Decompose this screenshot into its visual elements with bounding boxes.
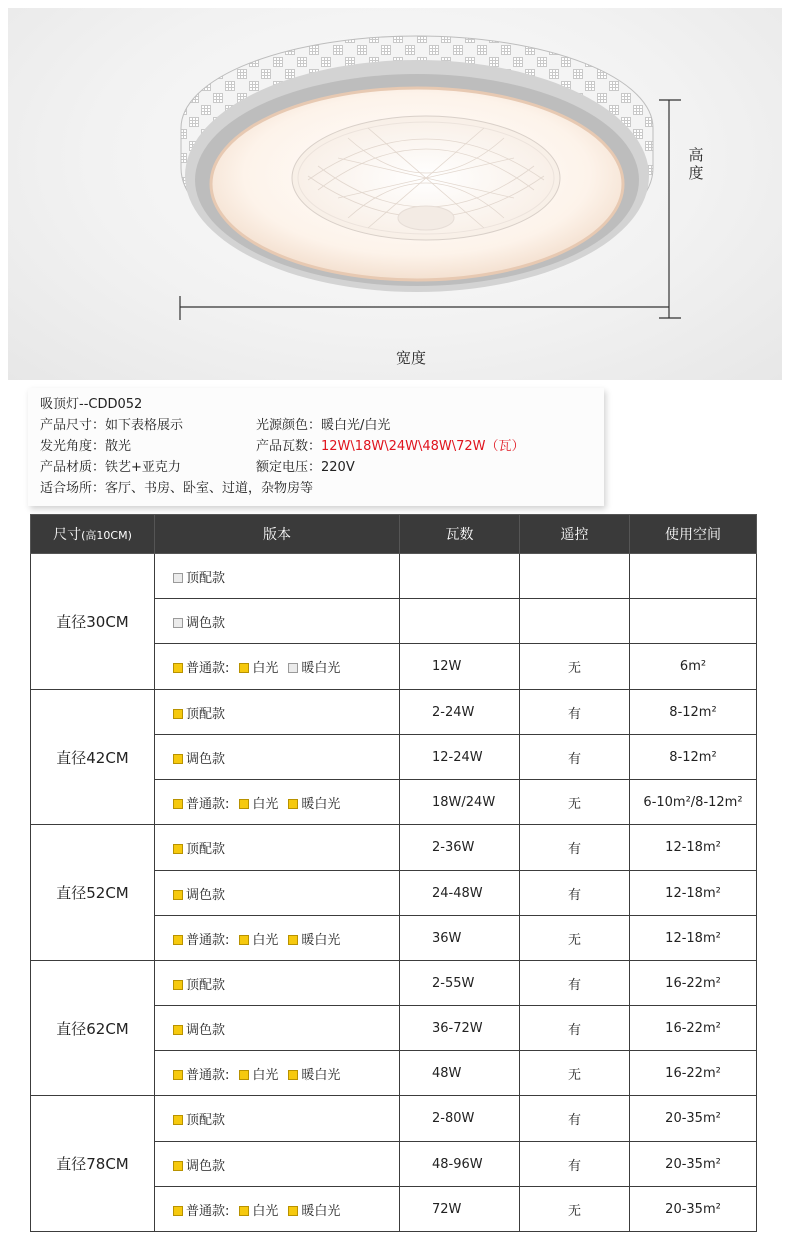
version-cell (155, 554, 400, 599)
checkbox-icon (288, 1206, 298, 1216)
header-version: 版本 (155, 515, 400, 554)
size-cell: 直径78CM (31, 1096, 155, 1232)
version-cell (155, 1142, 400, 1187)
remote-cell: 无 (520, 1187, 630, 1232)
version-cell (155, 690, 400, 735)
spec-size: 产品尺寸：如下表格展示 (40, 418, 184, 433)
space-cell (630, 554, 757, 599)
space-cell: 16-22m² (630, 1051, 757, 1096)
size-cell: 直径52CM (31, 825, 155, 961)
space-cell: 6-10m²/8-12m² (630, 780, 757, 825)
watt-cell: 72W (400, 1187, 520, 1232)
width-dimension-label: 宽度 (396, 349, 427, 367)
watt-cell: 48W (400, 1051, 520, 1096)
space-cell: 16-22m² (630, 1006, 757, 1051)
checkbox-icon (173, 663, 183, 673)
checkbox-icon (173, 618, 183, 628)
remote-cell: 无 (520, 780, 630, 825)
white-light-label: 白光 (252, 1067, 279, 1083)
space-cell: 20-35m² (630, 1187, 757, 1232)
version-normal-label: 普通款: (186, 1067, 230, 1083)
version-normal-label: 普通款: (186, 661, 230, 676)
checkbox-icon (288, 935, 298, 945)
watt-cell: 2-36W (400, 825, 520, 871)
checkbox-icon (173, 890, 183, 900)
version-normal-label: 普通款: (186, 1203, 230, 1219)
version-ceiling-label: 顶配款 (186, 570, 226, 586)
white-light-label: 白光 (252, 661, 279, 676)
size-cell: 直径30CM (31, 554, 155, 690)
size-spec-table (30, 514, 757, 1232)
remote-cell: 有 (520, 961, 630, 1006)
space-cell (630, 599, 757, 644)
version-dimmable-label: 调色款 (186, 615, 226, 631)
version-cell (155, 1096, 400, 1142)
remote-cell: 无 (520, 916, 630, 961)
warm-light-label: 暖白光 (301, 1067, 341, 1083)
product-title: 吸顶灯--CDD052 (40, 397, 143, 412)
version-cell (155, 1051, 400, 1096)
watt-cell (400, 554, 520, 599)
remote-cell: 无 (520, 644, 630, 690)
table-row (31, 690, 757, 735)
version-cell (155, 735, 400, 780)
checkbox-icon (173, 1206, 183, 1216)
warm-light-label: 暖白光 (301, 932, 341, 948)
space-cell: 12-18m² (630, 871, 757, 916)
remote-cell: 有 (520, 825, 630, 871)
spec-wattage-value: 12W\18W\24W\48W\72W（瓦） (321, 439, 525, 454)
remote-cell: 有 (520, 1006, 630, 1051)
checkbox-icon (288, 663, 298, 673)
header-space: 使用空间 (630, 515, 757, 554)
space-cell: 8-12m² (630, 690, 757, 735)
version-cell (155, 916, 400, 961)
header-remote: 遥控 (520, 515, 630, 554)
remote-cell: 无 (520, 1051, 630, 1096)
warm-light-label: 暖白光 (301, 661, 341, 676)
version-normal-label: 普通款: (186, 932, 230, 948)
checkbox-icon (173, 980, 183, 990)
checkbox-icon (239, 663, 249, 673)
version-normal-label: 普通款: (186, 796, 230, 812)
header-size-note: (高10CM) (81, 529, 132, 542)
header-size-label: 尺寸 (53, 527, 82, 543)
remote-cell: 有 (520, 735, 630, 780)
checkbox-icon (239, 1206, 249, 1216)
space-cell: 8-12m² (630, 735, 757, 780)
space-cell: 12-18m² (630, 825, 757, 871)
watt-cell: 12-24W (400, 735, 520, 780)
checkbox-icon (173, 1025, 183, 1035)
version-dimmable-label: 调色款 (186, 1158, 226, 1174)
watt-cell: 2-55W (400, 961, 520, 1006)
version-ceiling-label: 顶配款 (186, 842, 226, 857)
white-light-label: 白光 (252, 1203, 279, 1219)
version-ceiling-label: 顶配款 (186, 977, 226, 993)
checkbox-icon (173, 1115, 183, 1125)
checkbox-icon (173, 799, 183, 809)
watt-cell: 48-96W (400, 1142, 520, 1187)
checkbox-icon (239, 935, 249, 945)
version-dimmable-label: 调色款 (186, 751, 226, 767)
header-watt: 瓦数 (400, 515, 520, 554)
checkbox-icon (173, 844, 183, 854)
watt-cell (400, 599, 520, 644)
watt-cell: 2-24W (400, 690, 520, 735)
table-row (31, 554, 757, 599)
size-cell: 直径42CM (31, 690, 155, 825)
header-size (31, 515, 155, 554)
space-cell: 20-35m² (630, 1142, 757, 1187)
version-cell (155, 825, 400, 871)
checkbox-icon (173, 573, 183, 583)
remote-cell: 有 (520, 690, 630, 735)
version-dimmable-label: 调色款 (186, 1022, 226, 1038)
version-cell (155, 961, 400, 1006)
watt-cell: 12W (400, 644, 520, 690)
version-cell (155, 1006, 400, 1051)
version-cell (155, 871, 400, 916)
warm-light-label: 暖白光 (301, 1203, 341, 1219)
table-row (31, 961, 757, 1006)
checkbox-icon (288, 1070, 298, 1080)
product-spec-card (28, 388, 604, 506)
spec-wattage-label: 产品瓦数： (256, 439, 322, 454)
space-cell: 20-35m² (630, 1096, 757, 1142)
checkbox-icon (239, 1070, 249, 1080)
ceiling-lamp-image (8, 8, 782, 380)
size-cell: 直径62CM (31, 961, 155, 1096)
checkbox-icon (173, 1161, 183, 1171)
spec-angle: 发光角度：散光 (40, 439, 132, 454)
version-cell (155, 644, 400, 690)
remote-cell: 有 (520, 1142, 630, 1187)
version-ceiling-label: 顶配款 (186, 1113, 226, 1128)
table-row (31, 825, 757, 871)
white-light-label: 白光 (252, 932, 279, 948)
remote-cell (520, 554, 630, 599)
checkbox-icon (239, 799, 249, 809)
version-ceiling-label: 顶配款 (186, 706, 226, 722)
watt-cell: 2-80W (400, 1096, 520, 1142)
spec-wattage (256, 436, 525, 457)
checkbox-icon (173, 754, 183, 764)
version-cell (155, 599, 400, 644)
checkbox-icon (173, 709, 183, 719)
remote-cell: 有 (520, 1096, 630, 1142)
checkbox-icon (173, 1070, 183, 1080)
spec-places: 适合场所：客厅、书房、卧室、过道，杂物房等 (40, 481, 314, 496)
checkbox-icon (173, 935, 183, 945)
white-light-label: 白光 (252, 796, 279, 812)
spec-light-color: 光源颜色：暖白光/白光 (256, 418, 391, 433)
table-row (31, 1096, 757, 1142)
watt-cell: 24-48W (400, 871, 520, 916)
product-photo-area (8, 8, 782, 380)
watt-cell: 36-72W (400, 1006, 520, 1051)
version-cell (155, 780, 400, 825)
warm-light-label: 暖白光 (301, 796, 341, 812)
spec-voltage: 额定电压：220V (256, 460, 355, 475)
spec-material: 产品材质：铁艺+亚克力 (40, 460, 181, 475)
version-dimmable-label: 调色款 (186, 887, 226, 903)
checkbox-icon (288, 799, 298, 809)
watt-cell: 36W (400, 916, 520, 961)
remote-cell (520, 599, 630, 644)
space-cell: 12-18m² (630, 916, 757, 961)
table-header-row (31, 515, 757, 554)
space-cell: 16-22m² (630, 961, 757, 1006)
watt-cell: 18W/24W (400, 780, 520, 825)
remote-cell: 有 (520, 871, 630, 916)
height-dimension-label: 高度 (688, 146, 704, 182)
version-cell (155, 1187, 400, 1232)
space-cell: 6m² (630, 644, 757, 690)
